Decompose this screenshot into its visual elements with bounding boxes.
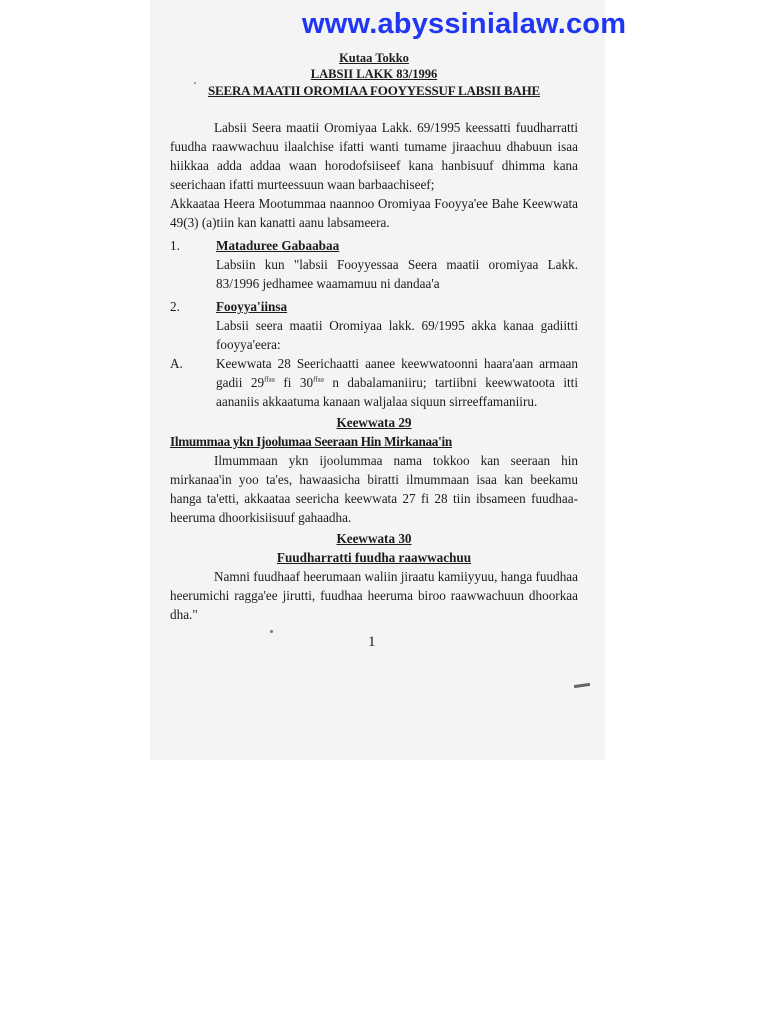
page-number: 1	[368, 634, 376, 650]
site-url-watermark[interactable]: www.abyssinialaw.com	[302, 8, 627, 40]
chapter-heading: Kutaa Tokko	[339, 51, 409, 65]
item-number: 1.	[170, 238, 180, 253]
item-heading: Fooyya'iinsa	[216, 299, 288, 314]
list-item	[170, 297, 578, 354]
list-item	[170, 236, 578, 293]
sub-item-text-part: Keewwata 28 Seerichaatti aanee keewwatoonni haara'aan armaan gadii 29	[216, 356, 578, 390]
sub-item-text-part: fi 30	[274, 375, 314, 390]
ordinal-superscript: ffaa	[264, 375, 275, 384]
item-heading: Mataduree Gabaabaa	[216, 238, 340, 253]
law-number-heading: LABSII LAKK 83/1996	[310, 67, 438, 81]
article-29-title: Ilmummaa ykn Ijoolumaa Seeraan Hin Mirkanaa'in	[170, 434, 452, 449]
preamble-paragraph-2: Akkaataa Heera Mootummaa naannoo Oromiyaa Fooyya'ee Bahe Keewwata 49(3) (a)tiin kan kanatti aanu labsameera.	[170, 196, 578, 230]
sub-item-text-part: n dabalamaniiru; tartiibni keewwatoota itti aananiis akkaatuma kanaan waljalaa siquun sirreeffamaniiru.	[216, 375, 578, 409]
article-30-title: Fuudharratti fuudha raawwachuu	[276, 550, 472, 565]
item-content	[216, 297, 578, 354]
item-content	[216, 236, 578, 293]
article-29-text: Ilmummaan ykn ijoolummaa nama tokkoo kan seeraan hin mirkanaa'in yoo ta'es, hawaasicha biratti ilmummaan isaa kan beekamu hanga ta'etti, akkaataa seericha keewwata 27 fi 28 tiin ibsameen fuudhaa-heeruma dhoorkisiisuuf gahaadha.	[170, 453, 578, 525]
article-30-number: Keewwata 30	[336, 531, 412, 546]
item-number: 2.	[170, 299, 180, 314]
sub-item-a	[170, 354, 578, 411]
preamble-paragraph-1: Labsii Seera maatii Oromiyaa Lakk. 69/1995 keessatti fuudharratti fuudha raawwachuu ilaalchise ifatti wanti tumame jiraachuu dhabuun isaa hiikkaa adda addaa waan horodofsiiseef kana hanbisuuf dhimma kana seerichaan ifatti murteessuun waan barbaachiseef;	[170, 120, 578, 192]
ordinal-superscript: ffaa	[313, 375, 324, 384]
item-text: Labsii seera maatii Oromiyaa lakk. 69/1995 akka kanaa gadiitti fooyya'eera:	[216, 318, 578, 352]
document-body	[170, 50, 578, 624]
sub-item-text	[216, 354, 578, 411]
law-title-heading: SEERA MAATII OROMIAA FOOYYESSUF LABSII BAHE	[208, 83, 540, 98]
scan-artifact	[270, 630, 273, 633]
scan-artifact	[194, 82, 196, 84]
article-30-text: Namni fuudhaaf heerumaan waliin jiraatu kamiiyyuu, hanga fuudhaa heerumichi ragga'ee jirutti, fuudhaa heeruma biroo raawwachuun dhoorkaa dha."	[170, 569, 578, 622]
sub-item-letter: A.	[170, 356, 183, 371]
article-29-number: Keewwata 29	[336, 415, 412, 430]
item-text: Labsiin kun "labsii Fooyyessaa Seera maatii oromiyaa Lakk. 83/1996 jedhamee waamamuu ni dandaa'a	[216, 257, 578, 291]
